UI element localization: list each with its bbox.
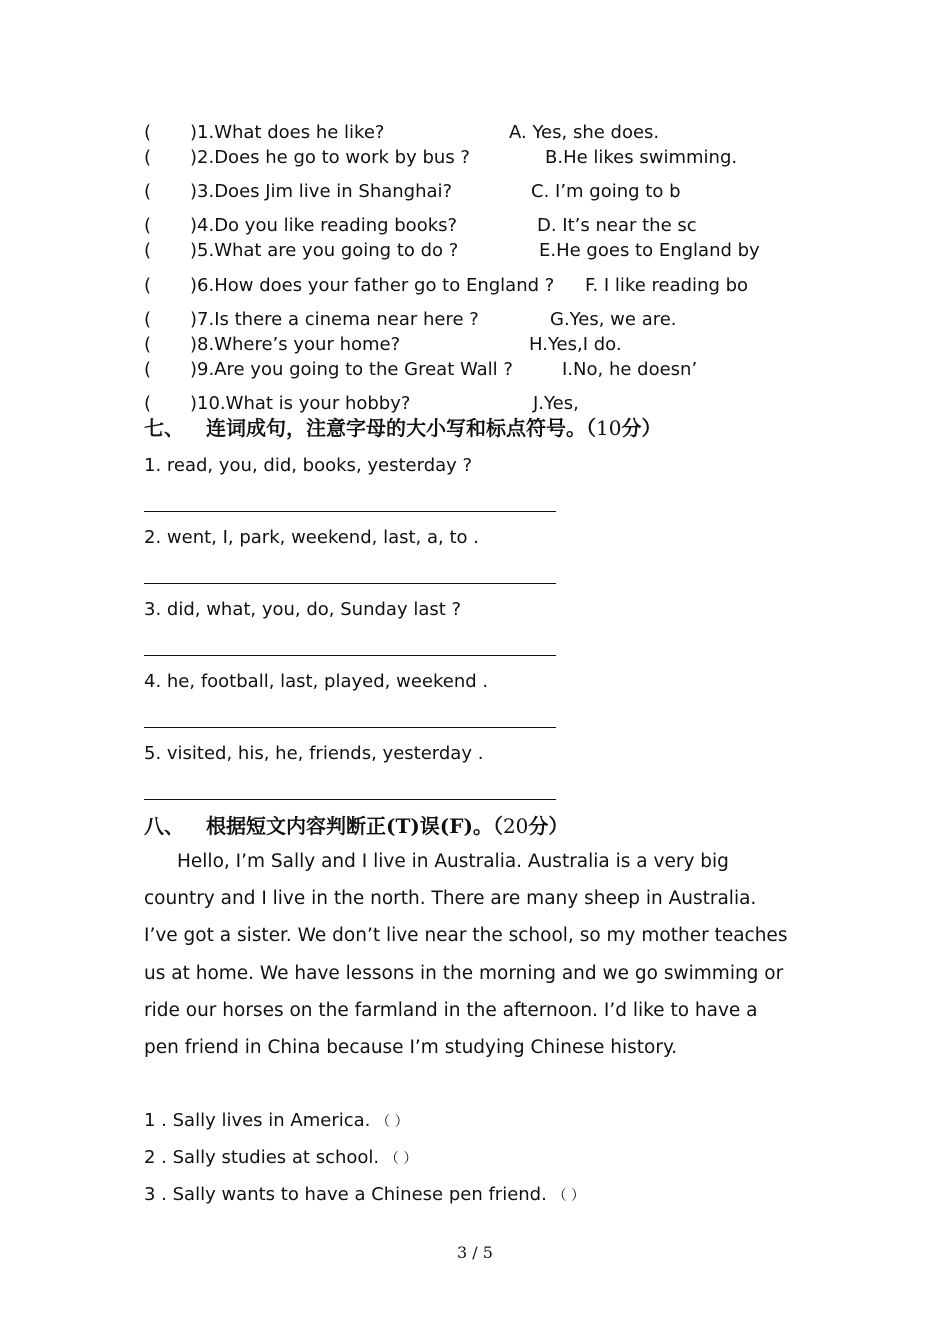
- sentence-prompt: 2. went, I, park, weekend, last, a, to .: [144, 527, 479, 548]
- section-title: 连词成句，注意字母的大小写和标点符号。（: [206, 416, 596, 440]
- answer-paren: (: [144, 122, 152, 143]
- section-title: 根据短文内容判断正(T)误(F)。（: [206, 814, 503, 838]
- sentence-prompt: 3. did, what, you, do, Sunday last ?: [144, 599, 462, 620]
- matching-answer: E.He goes to England by: [539, 240, 760, 261]
- matching-answer: D. It’s near the sc: [537, 215, 697, 236]
- tf-answer-blank[interactable]: （ ）: [384, 1151, 418, 1167]
- tf-statement: [144, 1147, 417, 1170]
- answer-paren: (: [144, 359, 152, 380]
- matching-question: )6.How does your father go to England ?: [190, 275, 555, 296]
- page-number: 3 / 5: [457, 1243, 493, 1262]
- answer-paren: (: [144, 181, 152, 202]
- matching-question: )8.Where’s your home?: [190, 334, 401, 355]
- reading-passage: [144, 843, 794, 1066]
- section-number: 八、: [144, 814, 184, 838]
- answer-paren: (: [144, 147, 152, 168]
- matching-answer: B.He likes swimming.: [545, 147, 738, 168]
- matching-answer: J.Yes,: [533, 393, 579, 414]
- matching-answer: C. I’m going to b: [531, 181, 681, 202]
- answer-paren: (: [144, 275, 152, 296]
- answer-line[interactable]: [144, 511, 556, 512]
- passage-text: Hello, I’m Sally and I live in Australia. Australia is a very big country and I live in the north. There are many sheep in Australia. I’ve got a sister. We don’t live near the school, so my mother teaches us at home. We have lessons in the morning and we go swimming or ride our horses on the farmland in the afternoon. I’d like to have a pen friend in China because I’m studying Chinese history.: [144, 851, 788, 1059]
- matching-answer: F. I like reading bo: [585, 275, 749, 296]
- answer-paren: (: [144, 240, 152, 261]
- matching-question: )10.What is your hobby?: [190, 393, 411, 414]
- answer-line[interactable]: [144, 727, 556, 728]
- answer-line[interactable]: [144, 655, 556, 656]
- answer-line[interactable]: [144, 583, 556, 584]
- section-title-end: 分）: [528, 814, 569, 838]
- matching-question: )7.Is there a cinema near here ?: [190, 309, 479, 330]
- tf-statement-text: 3 . Sally wants to have a Chinese pen friend.: [144, 1184, 547, 1205]
- matching-answer: I.No, he doesn’: [562, 359, 698, 380]
- matching-question: )4.Do you like reading books?: [190, 215, 458, 236]
- answer-paren: (: [144, 309, 152, 330]
- section-number: 七、: [144, 416, 184, 440]
- matching-question: )3.Does Jim live in Shanghai?: [190, 181, 453, 202]
- matching-question: )9.Are you going to the Great Wall ?: [190, 359, 513, 380]
- sentence-prompt: 1. read, you, did, books, yesterday ?: [144, 455, 473, 476]
- answer-paren: (: [144, 334, 152, 355]
- matching-answer: G.Yes, we are.: [550, 309, 677, 330]
- matching-question: )5.What are you going to do ?: [190, 240, 459, 261]
- matching-answer: A. Yes, she does.: [509, 122, 660, 143]
- matching-question: )2.Does he go to work by bus ?: [190, 147, 470, 168]
- section-7-heading: [144, 415, 661, 441]
- sentence-prompt: 4. he, football, last, played, weekend .: [144, 671, 489, 692]
- answer-line[interactable]: [144, 799, 556, 800]
- section-title-end: 分）: [621, 416, 662, 440]
- section-score: 10: [596, 416, 622, 440]
- tf-statement: [144, 1184, 585, 1207]
- matching-answer: H.Yes,I do.: [529, 334, 622, 355]
- answer-paren: (: [144, 393, 152, 414]
- sentence-prompt: 5. visited, his, he, friends, yesterday .: [144, 743, 484, 764]
- section-score: 20: [502, 814, 529, 838]
- answer-paren: (: [144, 215, 152, 236]
- tf-statement-text: 2 . Sally studies at school.: [144, 1147, 380, 1168]
- tf-statement: [144, 1110, 409, 1133]
- tf-answer-blank[interactable]: （ ）: [552, 1188, 586, 1204]
- matching-question: )1.What does he like?: [190, 122, 385, 143]
- tf-statement-text: 1 . Sally lives in America.: [144, 1110, 371, 1131]
- section-8-heading: [144, 813, 568, 839]
- tf-answer-blank[interactable]: （ ）: [376, 1114, 409, 1130]
